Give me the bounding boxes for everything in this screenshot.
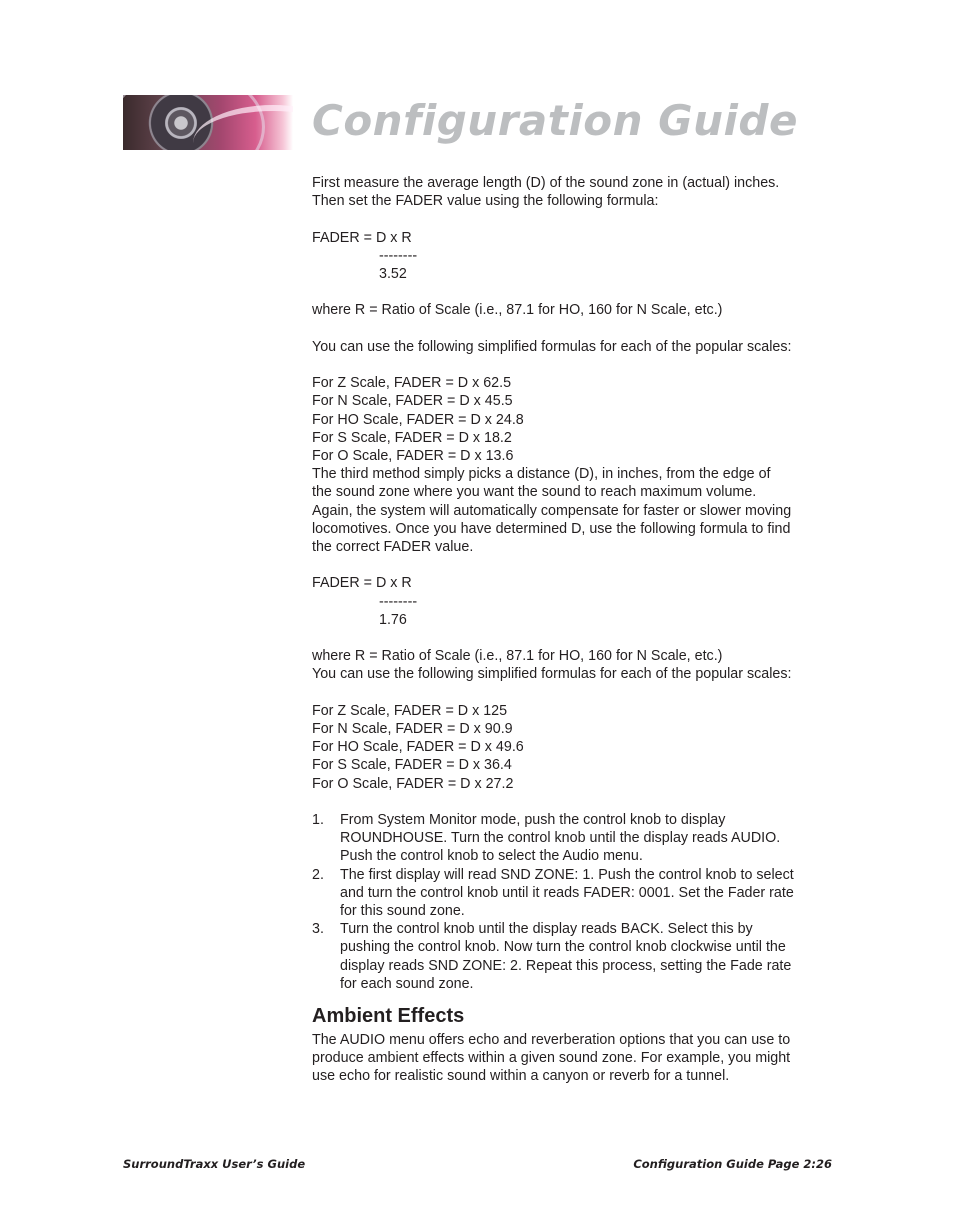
- paragraph: locomotives. Once you have determined D, use the following formula to find: [312, 520, 791, 537]
- step-text: From System Monitor mode, push the control knob to display: [340, 811, 726, 828]
- step-number: 2.: [312, 866, 324, 883]
- step-text: pushing the control knob. Now turn the control knob clockwise until the: [340, 939, 786, 956]
- formula-divider: --------: [379, 247, 418, 264]
- paragraph: You can use the following simplified formulas for each of the popular scales:: [312, 338, 792, 355]
- steps-list: [312, 811, 832, 993]
- step-text: display reads SND ZONE: 2. Repeat this process, setting the Fade rate: [340, 957, 792, 974]
- step-text: and turn the control knob until it reads FADER: 0001. Set the Fader rate: [340, 884, 794, 901]
- scale-formula: For S Scale, FADER = D x 18.2: [312, 429, 512, 446]
- step-text: Turn the control knob until the display reads BACK. Select this by: [340, 921, 753, 938]
- paragraph: where R = Ratio of Scale (i.e., 87.1 for HO, 160 for N Scale, etc.): [312, 648, 723, 665]
- header-banner-image: [123, 95, 293, 150]
- footer-page-number: Configuration Guide Page 2:26: [633, 1157, 832, 1171]
- list-item: [312, 811, 832, 866]
- scale-formula: For Z Scale, FADER = D x 125: [312, 702, 508, 719]
- paragraph: The third method simply picks a distance (D), in inches, from the edge of: [312, 466, 771, 483]
- paragraph: Again, the system will automatically compensate for faster or slower moving: [312, 502, 792, 519]
- scale-formula: For O Scale, FADER = D x 27.2: [312, 775, 514, 792]
- step-text: The first display will read SND ZONE: 1. Push the control knob to select: [340, 866, 794, 883]
- formula-denominator: 3.52: [379, 266, 407, 282]
- step-text: Push the control knob to select the Audio menu.: [340, 848, 643, 865]
- scale-formula: For HO Scale, FADER = D x 24.8: [312, 411, 524, 428]
- paragraph: where R = Ratio of Scale (i.e., 87.1 for HO, 160 for N Scale, etc.): [312, 302, 723, 319]
- scale-formula: For HO Scale, FADER = D x 49.6: [312, 739, 524, 756]
- paragraph: produce ambient effects within a given sound zone. For example, you might: [312, 1050, 791, 1067]
- paragraph: use echo for realistic sound within a canyon or reverb for a tunnel.: [312, 1068, 730, 1085]
- step-number: 1.: [312, 811, 324, 828]
- scale-formula: For S Scale, FADER = D x 36.4: [312, 757, 512, 774]
- section-heading: Ambient Effects: [312, 1005, 465, 1028]
- step-number: 3.: [312, 921, 324, 938]
- formula-divider: --------: [379, 593, 418, 610]
- main-content: [312, 174, 832, 1086]
- page-title: Configuration Guide: [312, 96, 798, 145]
- scale-formula: For Z Scale, FADER = D x 62.5: [312, 375, 512, 392]
- footer-guide-title: SurroundTraxx User’s Guide: [123, 1157, 306, 1171]
- formula-line: FADER = D x R: [312, 575, 412, 592]
- formula-line: FADER = D x R: [312, 229, 412, 246]
- list-item: [312, 920, 832, 993]
- step-text: ROUNDHOUSE. Turn the control knob until the display reads AUDIO.: [340, 830, 781, 847]
- paragraph: You can use the following simplified formulas for each of the popular scales:: [312, 666, 792, 683]
- paragraph: the sound zone where you want the sound to reach maximum volume.: [312, 484, 757, 501]
- step-text: for this sound zone.: [340, 903, 465, 919]
- paragraph: The AUDIO menu offers echo and reverberation options that you can use to: [312, 1032, 791, 1049]
- paragraph: Then set the FADER value using the following formula:: [312, 193, 659, 210]
- step-text: for each sound zone.: [340, 975, 474, 992]
- formula-denominator: 1.76: [379, 611, 407, 628]
- scale-formula: For O Scale, FADER = D x 13.6: [312, 447, 514, 464]
- paragraph: the correct FADER value.: [312, 539, 474, 555]
- scale-formula: For N Scale, FADER = D x 90.9: [312, 720, 513, 737]
- scale-formula: For N Scale, FADER = D x 45.5: [312, 393, 513, 410]
- paragraph: First measure the average length (D) of the sound zone in (actual) inches.: [312, 175, 780, 191]
- list-item: [312, 866, 832, 921]
